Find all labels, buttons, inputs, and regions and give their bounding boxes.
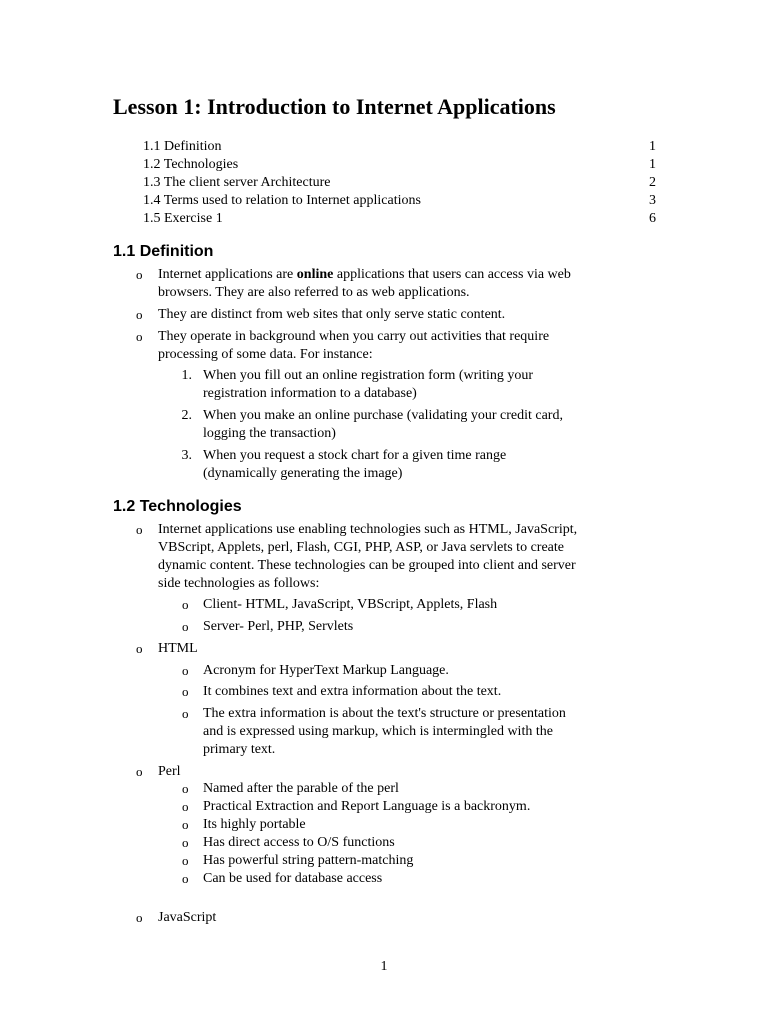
page-number: 1 xyxy=(380,959,388,974)
bullet-marker: o xyxy=(182,663,189,678)
toc-label: 1.5 Exercise 1 xyxy=(143,211,223,226)
toc-page: 1 xyxy=(649,157,656,172)
bullet-marker: o xyxy=(182,853,189,868)
list-item-text: registration information to a database) xyxy=(203,386,417,401)
toc-entry xyxy=(143,174,656,192)
bold-term: online xyxy=(296,267,334,282)
bullet-text: JavaScript xyxy=(158,910,217,925)
bullet-marker: o xyxy=(182,817,189,832)
bullet-marker: o xyxy=(136,267,143,282)
bullet-text: Internet applications use enabling technologies such as HTML, JavaScript, xyxy=(158,522,578,537)
sub-bullet-text: Has direct access to O/S functions xyxy=(203,835,395,850)
sub-bullet-text: Has powerful string pattern-matching xyxy=(203,853,414,868)
table-of-contents xyxy=(143,138,656,228)
bullet-text: processing of some data. For instance: xyxy=(158,347,373,362)
bullet-marker: o xyxy=(182,619,189,634)
sub-bullet-text: Its highly portable xyxy=(203,817,306,832)
bullet-marker: o xyxy=(182,871,189,886)
list-item-text: logging the transaction) xyxy=(203,426,336,441)
bullet-marker: o xyxy=(182,684,189,699)
sub-bullet-text: The extra information is about the text's structure or presentation xyxy=(203,706,566,721)
sub-bullet-text: It combines text and extra information about the text. xyxy=(203,684,502,699)
bullet-text: side technologies as follows: xyxy=(158,576,320,591)
bullet-text: VBScript, Applets, perl, Flash, CGI, PHP, ASP, or Java servlets to create xyxy=(158,540,564,555)
toc-entry xyxy=(143,138,656,156)
sub-bullet-text: Practical Extraction and Report Language is a backronym. xyxy=(203,799,531,814)
bullet-text: browsers. They are also referred to as web applications. xyxy=(158,285,470,300)
bullet-marker: o xyxy=(182,597,189,612)
list-item-text: When you request a stock chart for a given time range xyxy=(203,448,507,463)
bullet-marker: o xyxy=(182,781,189,796)
toc-entry xyxy=(143,192,656,210)
text-run: Internet applications are xyxy=(158,267,297,282)
bullet-marker: o xyxy=(136,522,143,537)
bullet-marker: o xyxy=(136,910,143,925)
bullet-text: HTML xyxy=(158,641,198,656)
sub-bullet-text: Server- Perl, PHP, Servlets xyxy=(203,619,354,634)
toc-label: 1.1 Definition xyxy=(143,139,222,154)
toc-label: 1.2 Technologies xyxy=(143,157,239,172)
list-number: 3. xyxy=(181,448,192,463)
list-number: 2. xyxy=(181,408,192,423)
toc-entry xyxy=(143,210,656,228)
bullet-marker: o xyxy=(182,706,189,721)
list-item-text: When you make an online purchase (validating your credit card, xyxy=(203,408,563,423)
sub-bullet-text: primary text. xyxy=(203,742,276,757)
sub-bullet-text: Can be used for database access xyxy=(203,871,383,886)
sub-bullet-text: Client- HTML, JavaScript, VBScript, Applets, Flash xyxy=(203,597,498,612)
bullet-marker: o xyxy=(182,835,189,850)
toc-page: 6 xyxy=(649,211,656,226)
sub-bullet-text: Acronym for HyperText Markup Language. xyxy=(203,663,449,678)
list-number: 1. xyxy=(181,368,192,383)
list-item-text: (dynamically generating the image) xyxy=(203,466,403,481)
section-heading-definition: 1.1 Definition xyxy=(113,243,214,260)
toc-entry xyxy=(143,156,656,174)
bullet-text: They operate in background when you carry out activities that require xyxy=(158,329,550,344)
bullet-marker: o xyxy=(136,307,143,322)
page-title: Lesson 1: Introduction to Internet Applications xyxy=(113,94,556,119)
toc-page: 1 xyxy=(649,139,656,154)
toc-page: 3 xyxy=(649,193,656,208)
sub-bullet-text: Named after the parable of the perl xyxy=(203,781,399,796)
bullet-text xyxy=(158,266,571,284)
bullet-text: dynamic content. These technologies can be grouped into client and server xyxy=(158,558,576,573)
bullet-marker: o xyxy=(136,329,143,344)
toc-page: 2 xyxy=(649,175,656,190)
text-run: applications that users can access via web xyxy=(333,267,571,282)
bullet-marker: o xyxy=(136,764,143,779)
bullet-text: They are distinct from web sites that only serve static content. xyxy=(158,307,506,322)
list-item-text: When you fill out an online registration form (writing your xyxy=(203,368,534,383)
sub-bullet-text: and is expressed using markup, which is intermingled with the xyxy=(203,724,553,739)
bullet-text: Perl xyxy=(158,764,181,779)
section-heading-technologies: 1.2 Technologies xyxy=(113,498,242,515)
bullet-marker: o xyxy=(182,799,189,814)
toc-label: 1.3 The client server Architecture xyxy=(143,175,331,190)
bullet-marker: o xyxy=(136,641,143,656)
toc-label: 1.4 Terms used to relation to Internet applications xyxy=(143,193,421,208)
